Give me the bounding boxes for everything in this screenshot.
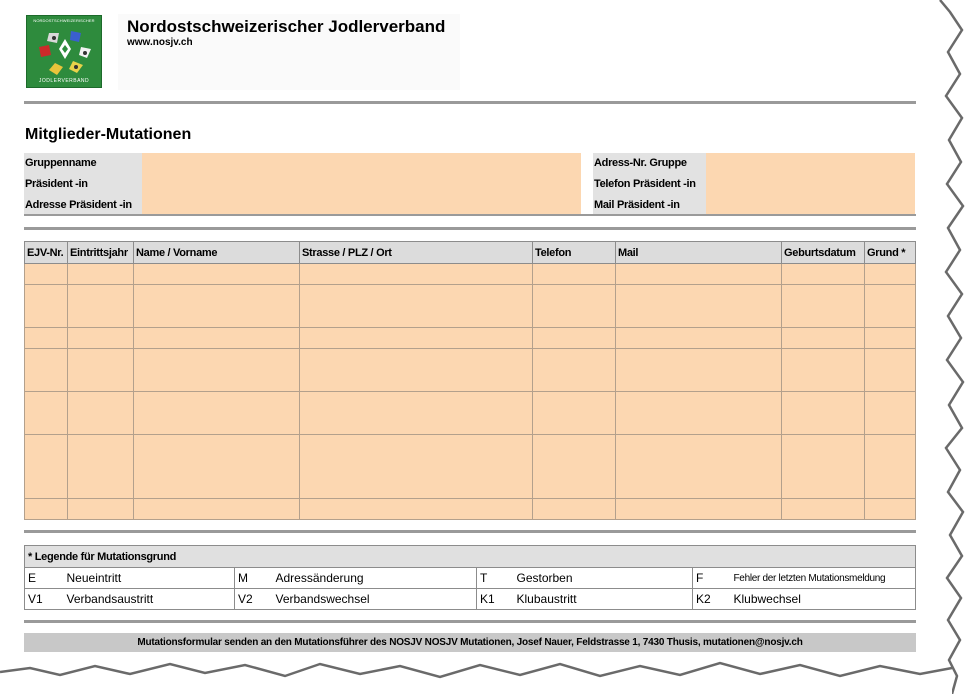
table-cell[interactable] [782, 499, 865, 520]
table-cell[interactable] [68, 349, 134, 392]
column-header-mail: Mail [616, 242, 782, 264]
table-cell[interactable] [25, 392, 68, 435]
form-title: Mitglieder-Mutationen [25, 126, 192, 143]
label-president: Präsident -in [24, 174, 142, 195]
table-cell[interactable] [134, 349, 300, 392]
table-cell[interactable] [616, 285, 782, 328]
president-phone-field[interactable] [706, 174, 915, 195]
table-cell[interactable] [25, 435, 68, 499]
table-cell[interactable] [25, 499, 68, 520]
table-row [25, 285, 916, 328]
table-cell[interactable] [68, 435, 134, 499]
label-president-mail: Mail Präsident -in [593, 195, 706, 216]
table-cell[interactable] [300, 392, 533, 435]
table-cell[interactable] [865, 349, 916, 392]
table-cell[interactable] [300, 285, 533, 328]
info-divider-bottom [24, 227, 916, 230]
mutation-table [24, 241, 916, 520]
table-cell[interactable] [865, 392, 916, 435]
group-name-field[interactable] [142, 153, 581, 174]
table-cell[interactable] [782, 264, 865, 285]
table-cell[interactable] [616, 499, 782, 520]
logo-bottom-text: JODLERVERBAND [38, 78, 90, 84]
nosjv-logo [26, 15, 102, 88]
legend-code: V1 [25, 589, 64, 610]
column-header-entry-year: Eintrittsjahr [68, 242, 134, 264]
table-cell[interactable] [533, 285, 616, 328]
column-header-address: Strasse / PLZ / Ort [300, 242, 533, 264]
table-row [25, 435, 916, 499]
legend-description: Fehler der letzten Mutationsmeldung [731, 568, 916, 589]
table-cell[interactable] [134, 499, 300, 520]
legend-code: K2 [693, 589, 731, 610]
table-cell[interactable] [300, 264, 533, 285]
table-cell[interactable] [25, 349, 68, 392]
organization-title: Nordostschweizerischer Jodlerverband [127, 17, 446, 36]
legend-divider [24, 620, 916, 623]
column-header-phone: Telefon [533, 242, 616, 264]
logo-emblem-icon [35, 25, 95, 81]
table-cell[interactable] [782, 392, 865, 435]
table-cell[interactable] [25, 285, 68, 328]
legend-description: Verbandswechsel [273, 589, 477, 610]
legend-description: Neueintritt [64, 568, 235, 589]
table-cell[interactable] [68, 499, 134, 520]
legend-title: * Legende für Mutationsgrund [25, 546, 916, 568]
table-cell[interactable] [533, 349, 616, 392]
legend-row [25, 589, 916, 610]
legend-code: K1 [477, 589, 514, 610]
table-cell[interactable] [134, 264, 300, 285]
table-cell[interactable] [25, 264, 68, 285]
table-cell[interactable] [616, 392, 782, 435]
legend-table [24, 545, 916, 610]
legend-code: T [477, 568, 514, 589]
table-cell[interactable] [300, 349, 533, 392]
table-cell[interactable] [865, 499, 916, 520]
column-header-reason: Grund * [865, 242, 916, 264]
column-header-name: Name / Vorname [134, 242, 300, 264]
legend-description: Adressänderung [273, 568, 477, 589]
table-cell[interactable] [616, 328, 782, 349]
table-cell[interactable] [865, 435, 916, 499]
table-cell[interactable] [782, 328, 865, 349]
column-header-birthdate: Geburtsdatum [782, 242, 865, 264]
logo-top-text: NORDOSTSCHWEIZERISCHER [33, 18, 95, 23]
label-group-name: Gruppenname [24, 153, 142, 174]
legend-row [25, 568, 916, 589]
label-group-address-nr: Adress-Nr. Gruppe [593, 153, 706, 174]
table-cell[interactable] [300, 499, 533, 520]
table-cell[interactable] [68, 285, 134, 328]
table-cell[interactable] [782, 435, 865, 499]
table-cell[interactable] [25, 328, 68, 349]
legend-description: Gestorben [514, 568, 693, 589]
table-cell[interactable] [533, 392, 616, 435]
president-address-field[interactable] [142, 195, 581, 216]
table-cell[interactable] [865, 328, 916, 349]
table-row [25, 349, 916, 392]
group-address-nr-field[interactable] [706, 153, 915, 174]
legend-description: Klubwechsel [731, 589, 916, 610]
legend-code: V2 [235, 589, 273, 610]
legend-header-row [25, 546, 916, 568]
table-cell[interactable] [68, 328, 134, 349]
organization-url[interactable]: www.nosjv.ch [127, 37, 193, 48]
legend-description: Verbandsaustritt [64, 589, 235, 610]
table-cell[interactable] [134, 435, 300, 499]
table-cell[interactable] [865, 285, 916, 328]
info-divider-top [24, 214, 916, 216]
table-cell[interactable] [533, 435, 616, 499]
table-divider [24, 530, 916, 533]
legend-code: F [693, 568, 731, 589]
table-cell[interactable] [533, 328, 616, 349]
table-cell[interactable] [68, 392, 134, 435]
president-field[interactable] [142, 174, 581, 195]
table-cell[interactable] [616, 435, 782, 499]
label-president-phone: Telefon Präsident -in [593, 174, 706, 195]
column-header-ejv-nr: EJV-Nr. [25, 242, 68, 264]
table-cell[interactable] [533, 264, 616, 285]
label-president-address: Adresse Präsident -in [24, 195, 142, 216]
table-cell[interactable] [134, 285, 300, 328]
table-cell[interactable] [533, 499, 616, 520]
table-cell[interactable] [782, 349, 865, 392]
header-divider [24, 101, 916, 104]
table-row [25, 392, 916, 435]
table-cell[interactable] [782, 285, 865, 328]
legend-code: M [235, 568, 273, 589]
table-cell[interactable] [134, 392, 300, 435]
legend-description: Klubaustritt [514, 589, 693, 610]
president-mail-field[interactable] [706, 195, 915, 216]
table-cell[interactable] [134, 328, 300, 349]
table-cell[interactable] [865, 264, 916, 285]
table-row [25, 264, 916, 285]
table-cell[interactable] [616, 349, 782, 392]
legend-code: E [25, 568, 64, 589]
table-row [25, 499, 916, 520]
table-cell[interactable] [300, 435, 533, 499]
footer-instructions: Mutationsformular senden an den Mutationsführer des NOSJV NOSJV Mutationen, Josef Nauer, Feldstrasse 1, 7430 Thusis, mutationen@nosjv.ch [24, 633, 916, 652]
table-cell[interactable] [68, 264, 134, 285]
table-row [25, 328, 916, 349]
table-cell[interactable] [300, 328, 533, 349]
table-header-row [25, 242, 916, 264]
table-cell[interactable] [616, 264, 782, 285]
